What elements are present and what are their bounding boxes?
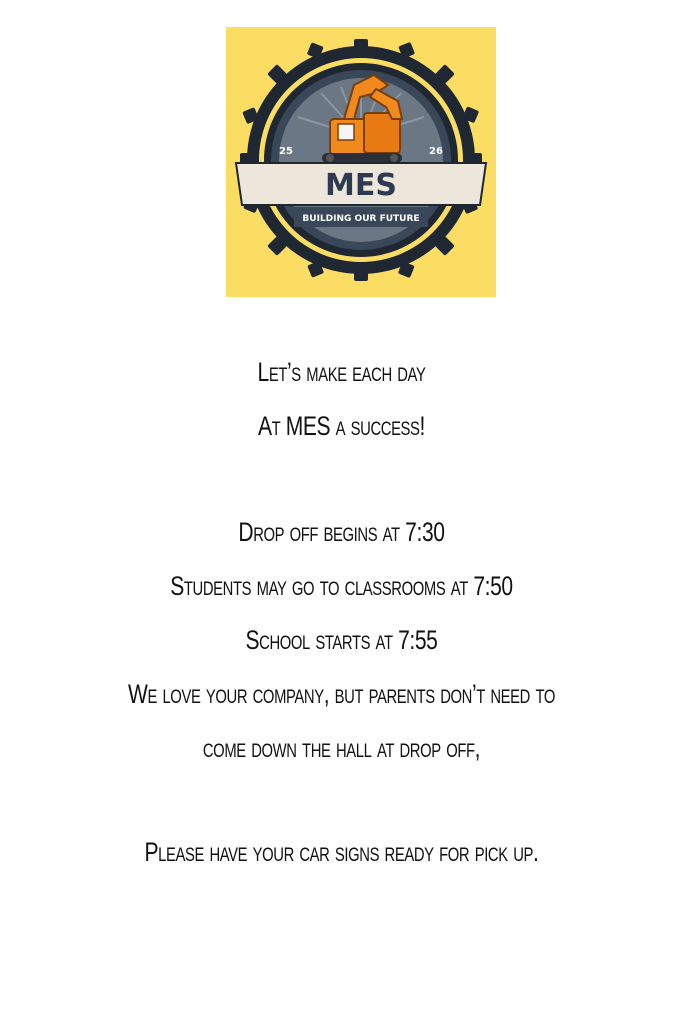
year-right-label: 26 (429, 146, 443, 157)
mes-logo-graphic (226, 27, 496, 297)
closing-line: Please have your car signs ready for pick up. (144, 837, 539, 867)
spacer (75, 775, 608, 825)
schedule-drop-off: Drop off begins at 7:30 (238, 517, 445, 547)
parents-note-1: We love your company, but parents don’t need to (128, 679, 555, 709)
school-motto: BUILDING OUR FUTURE (302, 214, 420, 224)
year-left-label: 25 (279, 146, 293, 157)
schedule-classrooms: Students may go to classrooms at 7:50 (170, 571, 513, 601)
schedule-start: School starts at 7:55 (245, 625, 438, 655)
spacer (75, 453, 608, 505)
notice-text (75, 345, 608, 879)
school-logo (226, 27, 496, 297)
greeting-line-1: Let’s make each day (257, 357, 426, 387)
school-abbrev: MES (325, 168, 397, 203)
greeting-line-2: At MES a success! (257, 411, 426, 441)
parents-note-2: come down the hall at drop off, (202, 733, 481, 763)
